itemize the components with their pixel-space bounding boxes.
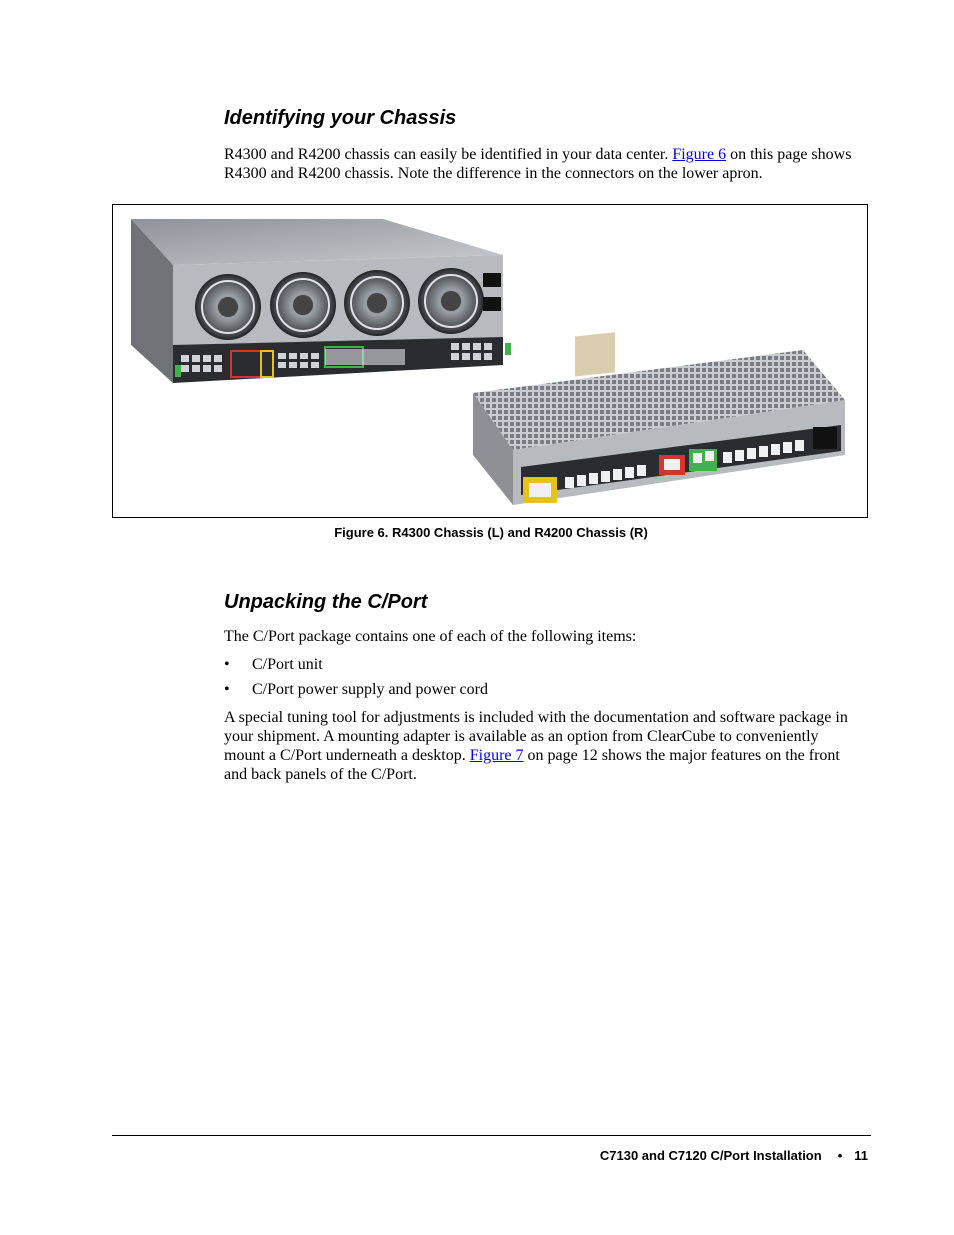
r4300-chassis: [131, 219, 511, 383]
fan-3-icon: [344, 270, 410, 336]
figure-7-link[interactable]: Figure 7: [469, 747, 524, 764]
list-item: [224, 655, 323, 674]
fan-2-icon: [270, 272, 336, 338]
paragraph-text: A special tuning tool for adjustments is included with the documentation and software package in your shipment. A mounting adapter is available as an option from ClearCube to conveniently mount a C/Port underneath a desktop.: [224, 709, 848, 764]
figure-caption: Figure 6. R4300 Chassis (L) and R4200 Chassis (R): [334, 525, 648, 540]
paragraph-identifying-chassis: [224, 145, 854, 183]
paragraph-text: R4300 and R4200 chassis can easily be identified in your data center.: [224, 146, 673, 163]
list-item-text: C/Port power supply and power cord: [252, 681, 488, 698]
chassis-photo: [113, 205, 867, 517]
paragraph-package-intro: The C/Port package contains one of each of the following items:: [224, 628, 637, 645]
figure-6-link[interactable]: Figure 6: [672, 146, 727, 163]
paragraph-text: on page 12 shows the major features on the front and back panels of the C/Port.: [224, 747, 840, 783]
figure-frame: [112, 204, 868, 518]
list-item: [224, 680, 488, 699]
fan-4-icon: [418, 268, 484, 334]
power-inlet-icon: [483, 297, 501, 311]
fan-1-icon: [195, 274, 261, 340]
paragraph-text: on this page shows R4300 and R4200 chassis. Note the difference in the connectors on the lower apron.: [224, 146, 852, 182]
footer-title: C7130 and C7120 C/Port Installation: [599, 1148, 822, 1163]
section-heading-identifying-chassis: Identifying your Chassis: [224, 107, 457, 129]
bullet-icon: •: [224, 681, 230, 698]
bullet-icon: •: [224, 656, 230, 673]
footer-rule: [112, 1135, 871, 1136]
green-latch-icon: [175, 365, 181, 377]
power-inlet-icon: [483, 273, 501, 287]
page-number: 11: [854, 1148, 868, 1163]
list-item-text: C/Port unit: [252, 656, 323, 673]
paragraph-tuning-tool: [224, 708, 854, 784]
footer-separator: •: [837, 1148, 843, 1163]
section-heading-unpacking: Unpacking the C/Port: [224, 591, 428, 613]
r4200-chassis: [473, 332, 845, 505]
green-latch-icon: [505, 343, 511, 355]
power-inlet-icon: [813, 427, 837, 449]
page-footer: [600, 1148, 868, 1164]
